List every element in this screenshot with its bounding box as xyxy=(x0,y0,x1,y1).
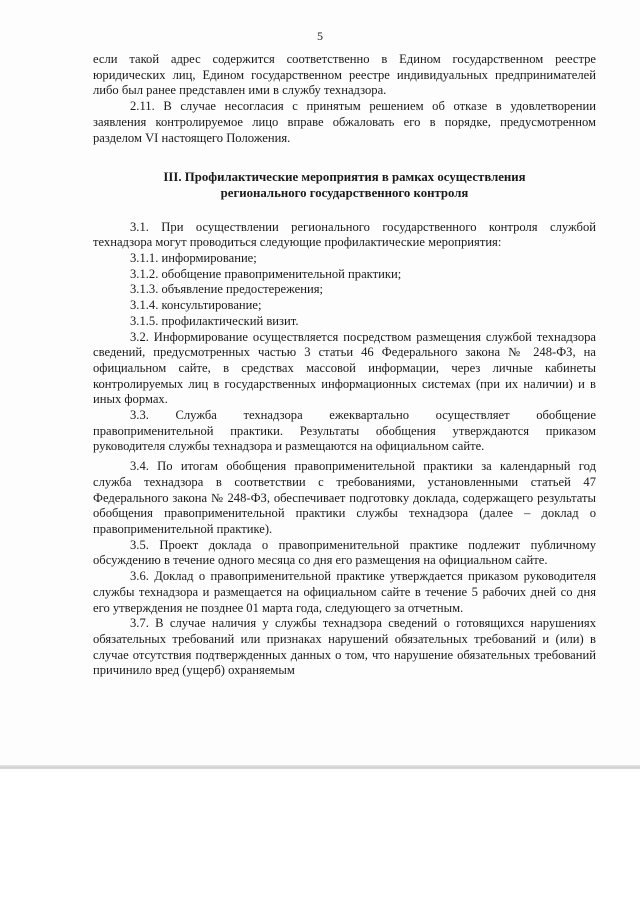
list-item-3-1-5: 3.1.5. профилактический визит. xyxy=(130,313,299,328)
section-heading xyxy=(93,170,596,201)
list-item-3-1-4: 3.1.4. консультирование; xyxy=(130,298,262,313)
section-heading-line-2: регионального государственного контроля xyxy=(220,185,469,200)
page-number: 5 xyxy=(317,29,323,43)
list-item-3-1-3: 3.1.3. объявление предостережения; xyxy=(130,282,323,297)
paragraph-3-1: 3.1. При осуществлении регионального государственного контроля службой технадзора могут проводиться следующие профилактические мероприятия: xyxy=(93,219,596,250)
paragraph-2-11: 2.11. В случае несогласия с принятым решением об отказе в удовлетворении заявления контролируемое лицо вправе обжаловать его в порядке, предусмотренном разделом VI настоящего Положения. xyxy=(93,99,596,145)
paragraph-3-7: 3.7. В случае наличия у службы технадзора сведений о готовящихся нарушениях обязательных требований или признаках нарушений обязательных требований и (или) в случае отсутствия подтвержденных данных о том, что нарушение обязательных требований причинило вред (ущерб) охраняемым xyxy=(93,616,596,678)
paragraph-3-4: 3.4. По итогам обобщения правоприменительной практики за календарный год служба технадзора в соответствии с требованиями, установленными статьей 47 Федерального закона № 248-ФЗ, обеспечивает подготовку доклада, содержащего результаты обобщения правоприменительной практики службы технадзора (далее – доклад о правоприменительной практике). xyxy=(93,459,596,536)
list-item-3-1-1: 3.1.1. информирование; xyxy=(130,251,257,266)
paragraph-3-5: 3.5. Проект доклада о правоприменительной практике подлежит публичному обсуждению в течение одного месяца со дня его размещения на официальном сайте. xyxy=(93,537,596,568)
paragraph-3-6: 3.6. Доклад о правоприменительной практике утверждается приказом руководителя службы технадзора и размещается на официальном сайте в течение 5 рабочих дней со дня его утверждения не позднее 01 марта года, следующего за отчетным. xyxy=(93,569,596,615)
paragraph-3-2: 3.2. Информирование осуществляется посредством размещения службой технадзора сведений, предусмотренных частью 3 статьи 46 Федерального закона № 248-ФЗ, на официальном сайте, в средствах массовой информации, через личные кабинеты контролируемых лиц в государственных информационных системах (при их наличии) и в иных формах. xyxy=(93,329,596,407)
paragraph-continuation: если такой адрес содержится соответственно в Едином государственном реестре юридических лиц, Едином государственном реестре индивидуальных предпринимателей либо был ранее представлен ими в службу технадзора. xyxy=(93,52,596,98)
section-heading-line-1: III. Профилактические мероприятия в рамках осуществления xyxy=(163,170,526,185)
document-body xyxy=(93,52,596,679)
paragraph-3-3: 3.3. Служба технадзора ежеквартально осуществляет обобщение правоприменительной практики. Результаты обобщения утверждаются приказом руководителя службы технадзора и размещаются на официальном сайте. xyxy=(93,408,596,454)
list-item-3-1-2: 3.1.2. обобщение правоприменительной практики; xyxy=(130,266,402,281)
